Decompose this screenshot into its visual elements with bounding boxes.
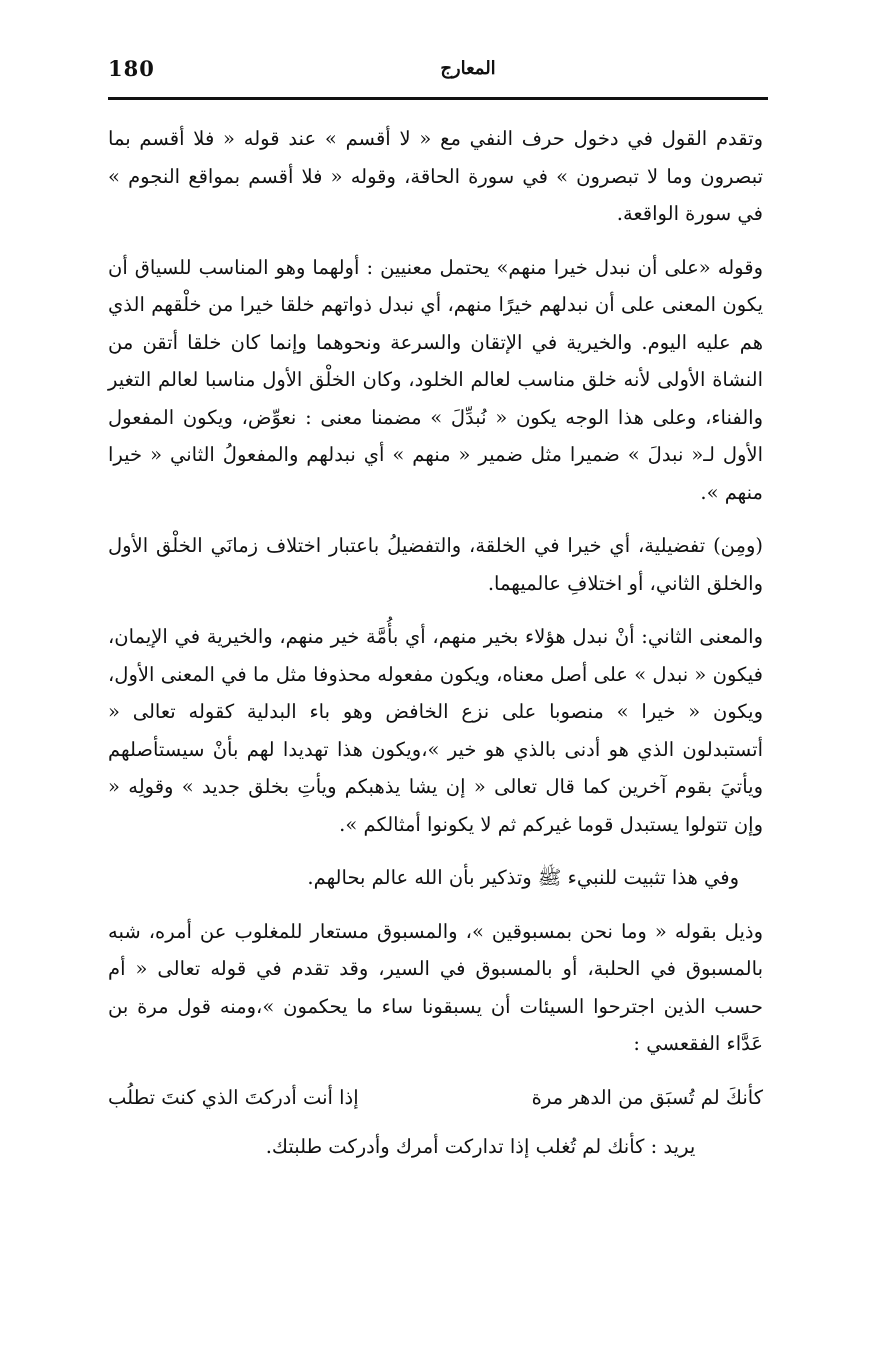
- closing-line: يريد : كأنك لم تُغلب إذا تداركت أمرك وأدركت طلبتك.: [265, 1135, 696, 1158]
- running-title: المعارج: [440, 58, 496, 79]
- header-rule: [108, 97, 768, 100]
- paragraph: والمعنى الثاني: أنْ نبدل هؤلاء بخير منهم، أي بأُمَّة خير منهم، والخيرية في الإيمان، فيكون « نبدل » على أصل معناه، ويكون مفعوله محذوفا مثل ما في المعنى الأول، ويكون « خيرا » منصوبا على نزع الخافض وهو باء البدلية كقوله تعالى « أتستبدلون الذي هو أدنى بالذي هو خير »،ويكون هذا تهديدا لهم بأنْ سيستأصلهم ويأتيَ بقوم آخرين كما قال تعالى « إن يشا يذهبكم ويأتِ بخلق جديد » وقولِه « وإن تتولوا يستبدل قوما غيركم ثم لا يكونوا أمثالكم ».: [108, 625, 763, 836]
- paragraph: وذيل بقوله « وما نحن بمسبوقين »، والمسبوق مستعار للمغلوب عن أمره، شبه بالمسبوق في الحلبة، أو بالمسبوق في السير، وقد تقدم في قوله تعالى « أم حسب الذين اجترحوا السيئات أن يسبقونا ساء ما يحكمون »،ومنه قول مرة بن عَدَّاء الفقعسي :: [108, 919, 763, 1055]
- verse-second-hemistich: إذا أنت أدركتَ الذي كنتَ تطلُب: [108, 1085, 359, 1109]
- page-header: [108, 54, 763, 94]
- paragraph: (ومِن) تفضيلية، أي خيرا في الخلقة، والتفضيلُ باعتبار اختلاف زمانَي الخلْق الأول والخلق الثاني، أو اختلافِ عالميهما.: [108, 534, 763, 595]
- paragraph: وقوله «على أن نبدل خيرا منهم» يحتمل معنيين : أولهما وهو المناسب للسياق أن يكون المعنى على أن نبدلهم خيرًا منهم، أي نبدل ذواتهم خلقا خيرا من خلْقهم الذي هم عليه اليوم. والخيرية في الإتقان والسرعة ونحوهما وإنما كان خلقا أتقن من النشاة الأولى لأنه خلق مناسب لعالم الخلود، وكان الخلْق الأول مناسبا لعالم التغير والفناء، وعلى هذا الوجه يكون « نُبدِّلَ » مضمنا معنى : نعوِّض، ويكون المفعول الأول لـ« نبدلَ » ضميرا مثل ضمير « منهم » أي نبدلهم والمفعولُ الثاني « خيرا منهم ».: [108, 255, 763, 504]
- poetry-verse: [108, 1079, 763, 1117]
- paragraph: وتقدم القول في دخول حرف النفي مع « لا أقسم » عند قوله « فلا أقسم بما تبصرون وما لا تبصرون » في سورة الحاقة، وقوله « فلا أقسم بمواقع النجوم » في سورة الواقعة.: [108, 127, 763, 225]
- paragraph: وفي هذا تثبيت للنبيء ﷺ وتذكير بأن الله عالم بحالهم.: [307, 866, 739, 889]
- page-number: 180: [108, 56, 155, 81]
- verse-first-hemistich: كأنكَ لم تُسبَق من الدهر مرة: [531, 1085, 763, 1109]
- page-body: [108, 120, 763, 1166]
